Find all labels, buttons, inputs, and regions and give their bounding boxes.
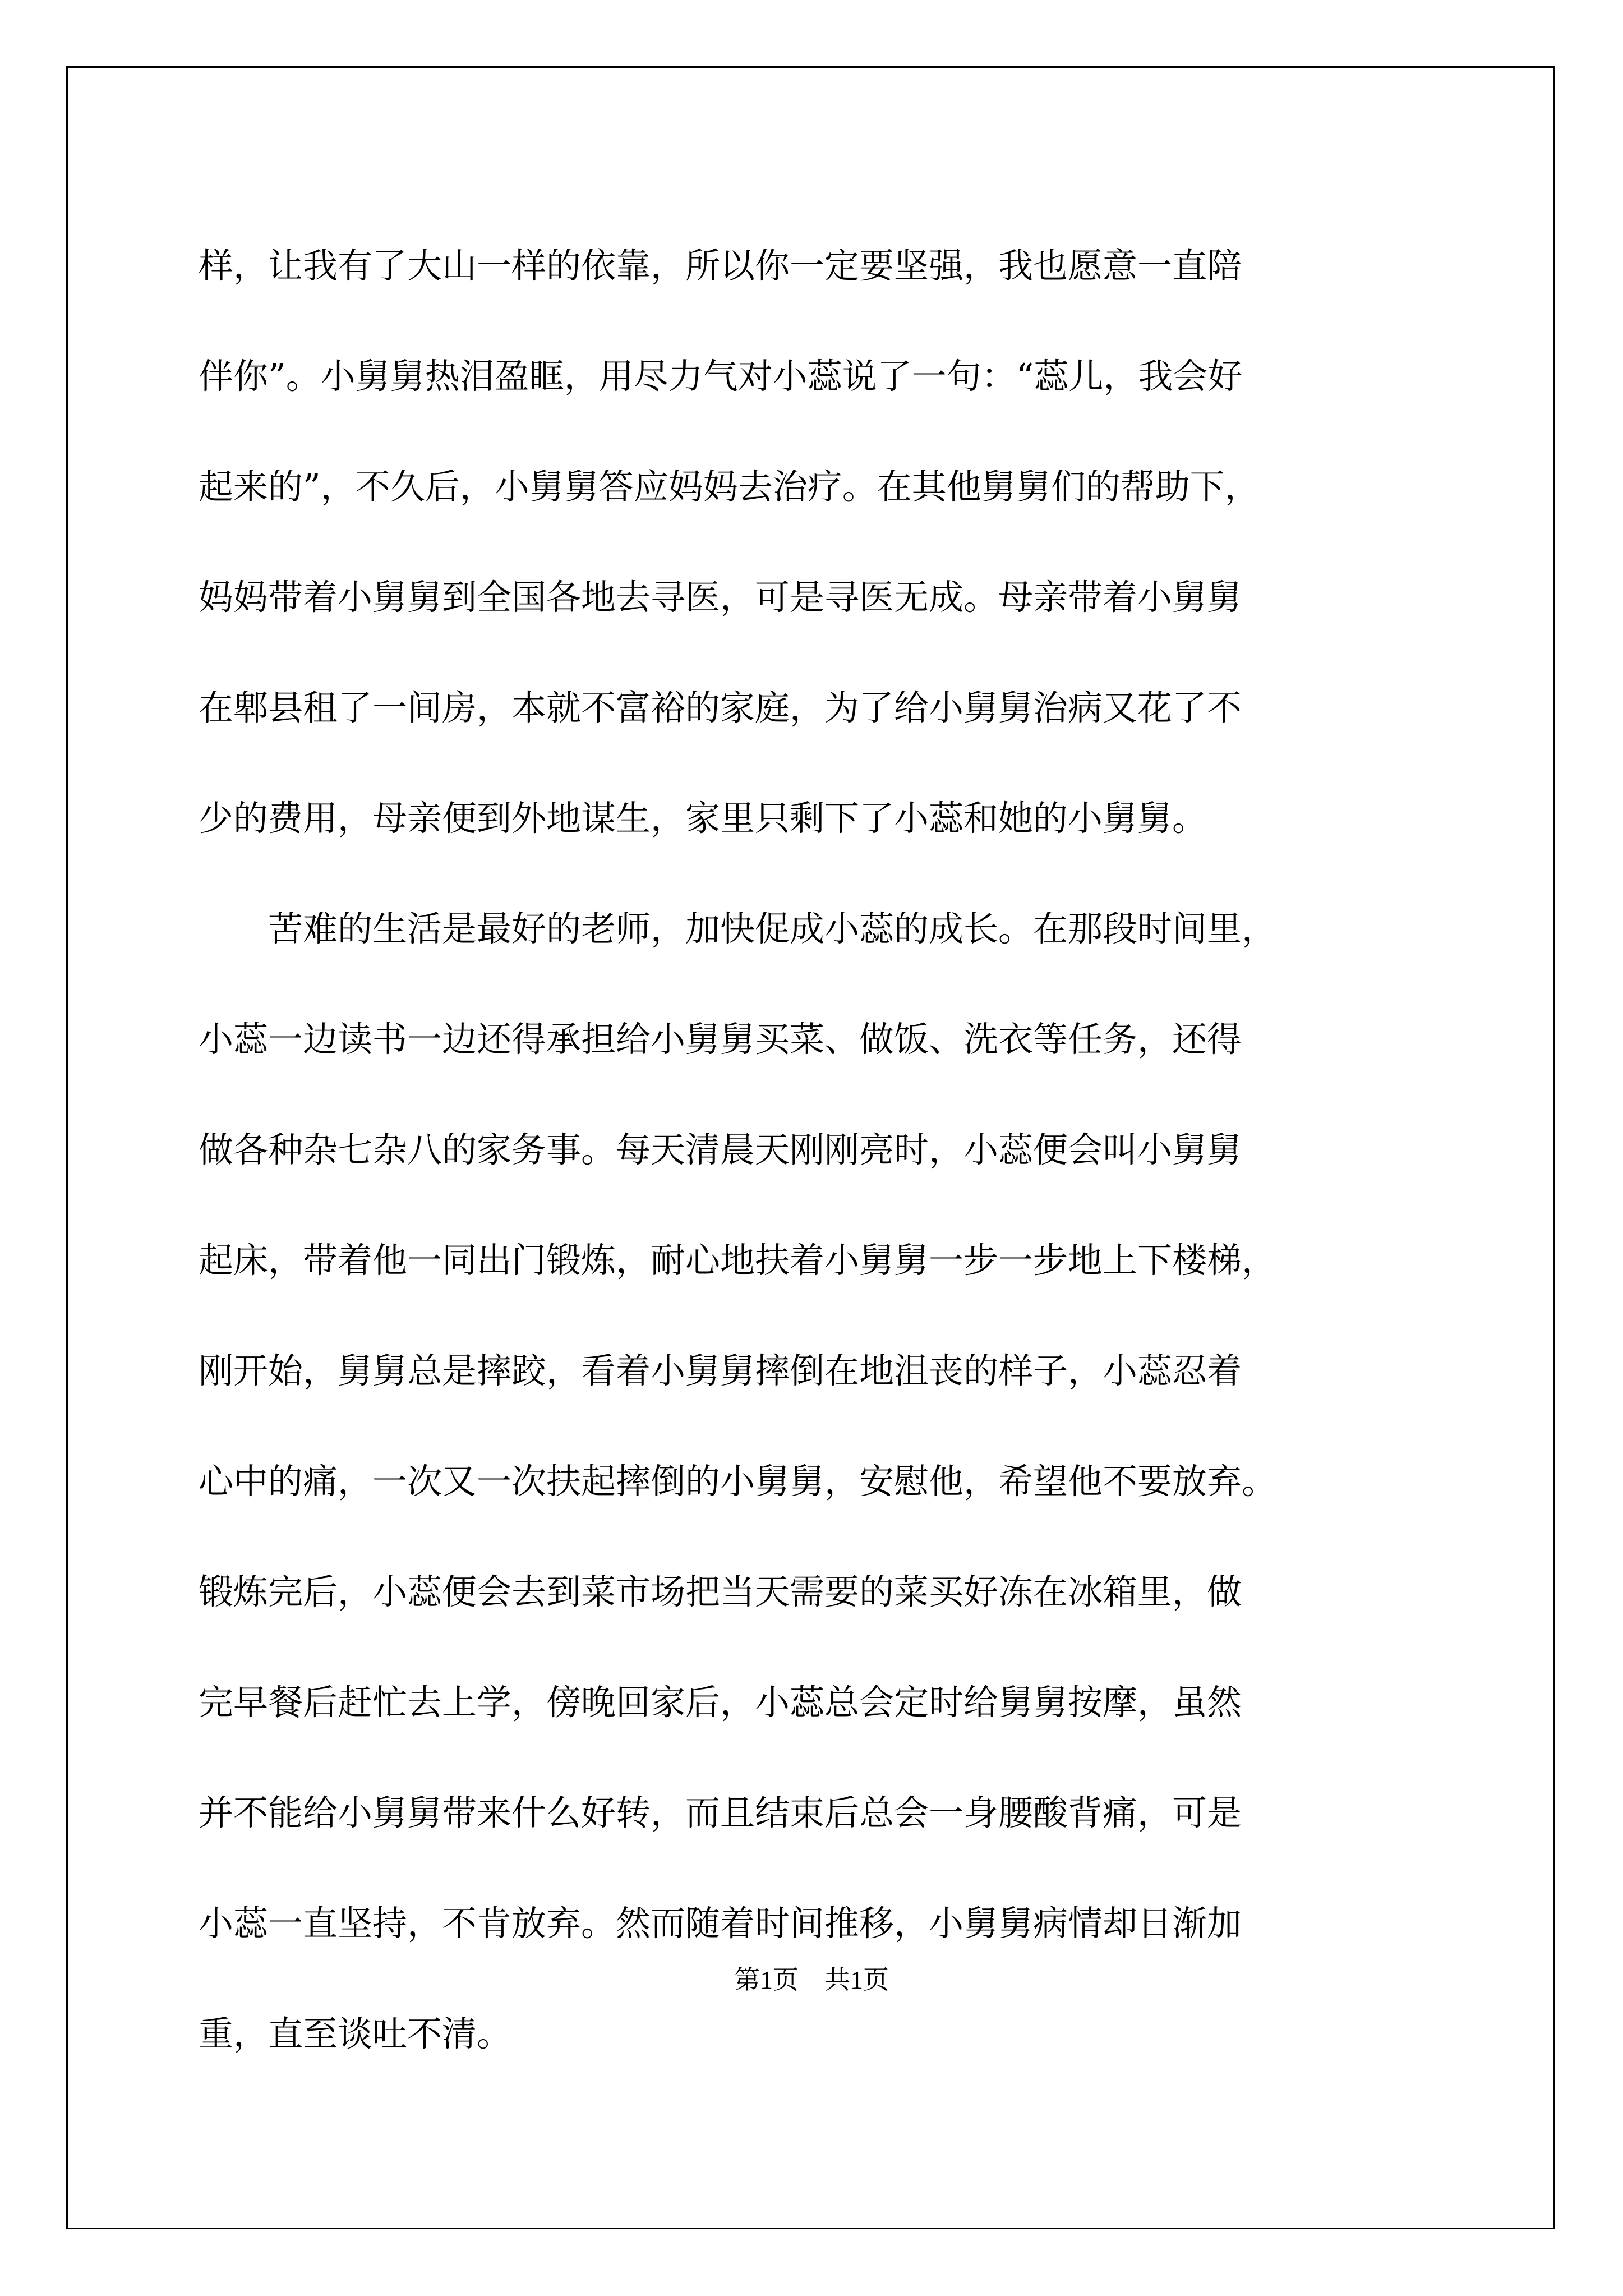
text-line: 少的费用，母亲便到外地谋生，家里只剩下了小蕊和她的小舅舅。 (199, 798, 1207, 839)
text-line: 做各种杂七杂八的家务事。每天清晨天刚刚亮时，小蕊便会叫小舅舅 (199, 1129, 1242, 1170)
page-total: 共1页 (824, 1966, 889, 1994)
text-line: 小蕊一直坚持，不肯放弃。然而随着时间推移，小舅舅病情却日渐加 (199, 1903, 1242, 1944)
text-line: 妈妈带着小舅舅到全国各地去寻医，可是寻医无成。母亲带着小舅舅 (199, 577, 1242, 618)
page-footer (0, 1963, 1623, 1997)
text-line: 刚开始，舅舅总是摔跤，看着小舅舅摔倒在地沮丧的样子，小蕊忍着 (199, 1350, 1242, 1391)
page-number: 第1页 (734, 1966, 799, 1994)
text-line: 并不能给小舅舅带来什么好转，而且结束后总会一身腰酸背痛，可是 (199, 1792, 1242, 1833)
text-line: 起来的”，不久后，小舅舅答应妈妈去治疗。在其他舅舅们的帮助下， (199, 466, 1260, 507)
document-body (199, 210, 1430, 2089)
paragraph-first-line: 苦难的生活是最好的老师，加快促成小蕊的成长。在那段时间里， (268, 908, 1277, 949)
text-line: 样，让我有了大山一样的依靠，所以你一定要坚强，我也愿意一直陪 (199, 245, 1242, 286)
text-line: 在郫县租了一间房，本就不富裕的家庭，为了给小舅舅治病又花了不 (199, 687, 1242, 728)
text-line: 重，直至谈吐不清。 (199, 2013, 512, 2054)
text-line: 起床，带着他一同出门锻炼，耐心地扶着小舅舅一步一步地上下楼梯， (199, 1240, 1277, 1281)
text-line: 心中的痛，一次又一次扶起摔倒的小舅舅，安慰他，希望他不要放弃。 (199, 1461, 1277, 1502)
text-line: 锻炼完后，小蕊便会去到菜市场把当天需要的菜买好冻在冰箱里，做 (199, 1571, 1242, 1612)
text-line: 伴你”。小舅舅热泪盈眶，用尽力气对小蕊说了一句：“蕊儿，我会好 (199, 356, 1243, 397)
text-line: 小蕊一边读书一边还得承担给小舅舅买菜、做饭、洗衣等任务，还得 (199, 1019, 1242, 1060)
text-line: 完早餐后赶忙去上学，傍晚回家后，小蕊总会定时给舅舅按摩，虽然 (199, 1682, 1242, 1723)
